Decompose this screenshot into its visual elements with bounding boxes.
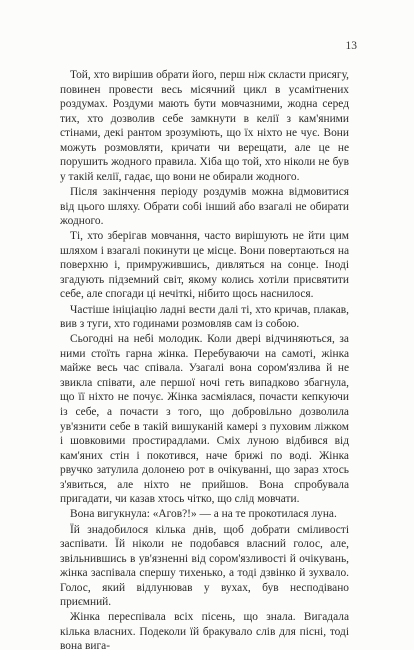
paragraph: Жінка переспівала всіх пісень, що знала. Вигадала кілька власних. Подеколи їй бракувало слів для пісні, тоді вона вига- — [60, 611, 349, 653]
paragraph: Частіше ініціацію ладні вести далі ті, хто кричав, плакав, вив з туги, хто годинами розмовляв сам із собою. — [60, 303, 349, 331]
paragraph: Ті, хто зберігав мовчання, часто вирішують не йти цим шляхом і взагалі покинути це місце. Вони повертаються на поверхню і, примружившись, дивляться на сонце. Іноді згадують підземний світ, якому колись хотіли присвятити себе, але спогади ці нечіткі, нібито щось наснилося. — [60, 230, 349, 301]
paragraph: Той, хто вирішив обрати його, перш ніж скласти присягу, повинен провести весь місячний цикл в усамітнених роздумах. Роздуми мають бути мовчазними, жодна серед тих, хто дозволив себе замкнути в келії з кам'яними стінами, декі рантом зрозуміють, що їх ніхто не чує. Вони можуть розмовляти, кричати чи верещати, але це не порушить жодного правила. Хіба що той, хто ніколи не був у такій келії, гадає, що вони не обирали жодного. — [60, 69, 349, 183]
paragraph: Їй знадобилося кілька днів, щоб добрати сміливості заспівати. Їй ніколи не подобався власний голос, але, звільнившись в ув'язненні від сором'язливості й очікувань, жінка заспівала спершу тихенько, а тоді дзвінко й зухвало. Голос, який відлунював у вухах, був несподівано приємний. — [60, 523, 349, 609]
body-text — [60, 68, 349, 654]
paragraph: Після закінчення періоду роздумів можна відмовитися від цього шляху. Обрати собі інший або взагалі не обирати жодного. — [60, 185, 349, 228]
paragraph: Вона вигукнула: «Агов?!» — а на те прокотилася луна. — [70, 508, 337, 521]
page-number: 13 — [345, 40, 357, 52]
paragraph: Сьогодні на небі молодик. Коли двері відчиняються, за ними стоїть гарна жінка. Перебуваючи на самоті, жінка майже весь час співала. Узагалі вона сором'язлива й не звикла співати, але першої ночі геть випадково збагнула, що її ніхто не почує. Жінка засміялася, почасти кепкуючи із себе, а почасти з того, що добровільно дозволила ув'язнити себе в такій вишуканій камері з пуховим ліжком і шовковими простирадлами. Сміх луною відбився від кам'яних стін і покотився, наче брижі по воді. Жінка рвучко затулила долонею рот в очікуванні, що зараз хтось з'явиться, але ніхто не прийшов. Вона спробувала пригадати, чи казав хтось чітко, що слід мовчати. — [60, 333, 349, 506]
